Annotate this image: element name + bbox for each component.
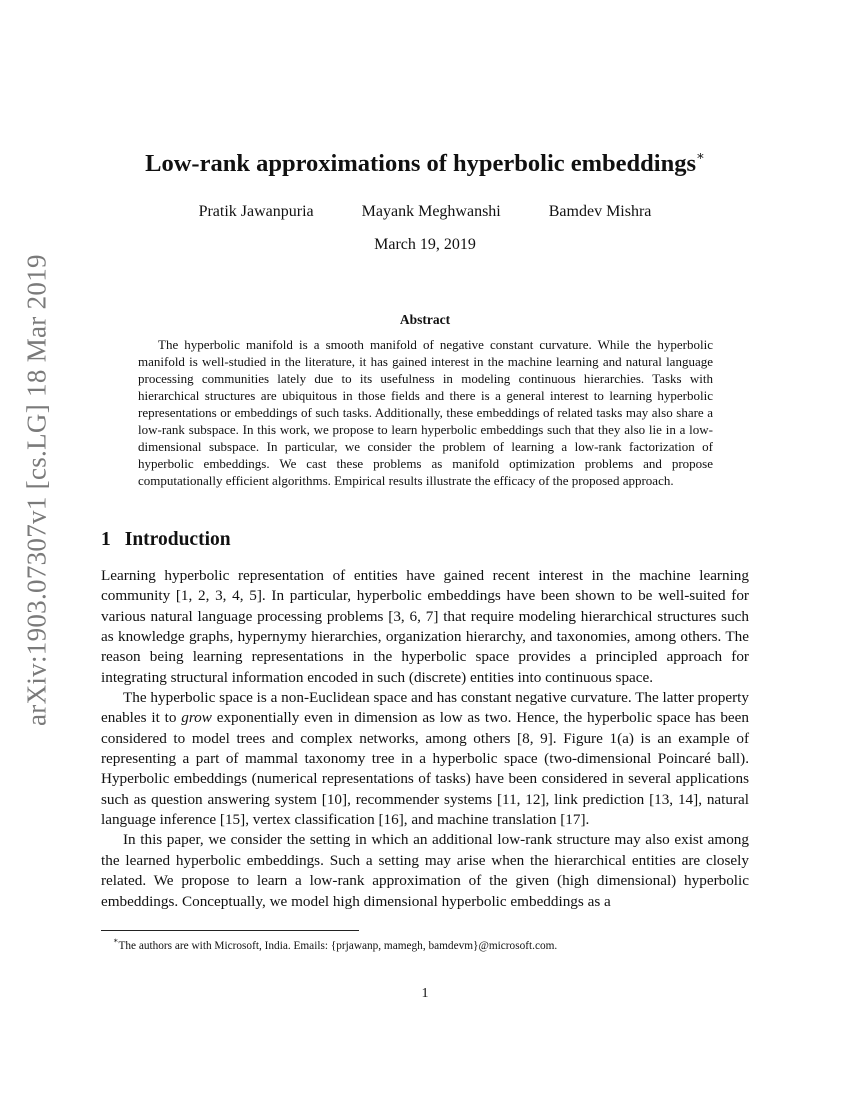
author-1: Pratik Jawanpuria — [198, 203, 314, 220]
author-list — [0, 203, 850, 221]
author-2: Mayank Meghwanshi — [361, 203, 501, 220]
paper-title — [0, 150, 850, 178]
paragraph-2-part-2: exponentially even in dimension as low as two. Hence, the hyperbolic space has been considered to model trees and complex networks, among others [8, 9]. Figure 1(a) is an example of representing a part of mammal taxonomy tree in a hyperbolic space (two-dimensional Poincaré ball). Hyperbolic embeddings (numerical representations of tasks) have been considered in several applications such as question answering system [10], recommender systems [11, 12], link prediction [13, 14], natural language inference [15], vertex classification [16], and machine translation [17]. — [101, 709, 749, 829]
arxiv-identifier: arXiv:1903.07307v1 [cs.LG] 18 Mar 2019 — [21, 254, 52, 726]
footnote-rule — [101, 930, 359, 931]
paragraph-2-part-1: The hyperbolic space is a non-Euclidean space and has constant negative curvature. The latter property enables it to — [101, 689, 749, 727]
paper-title-text: Low-rank approximations of hyperbolic embeddings — [145, 150, 697, 177]
author-3: Bamdev Mishra — [548, 203, 652, 220]
footnote-mark: ∗ — [113, 936, 119, 945]
page-number: 1 — [421, 986, 429, 1001]
body-text — [101, 566, 749, 912]
section-title: Introduction — [124, 529, 231, 550]
paragraph-2 — [101, 688, 749, 830]
paragraph-3: In this paper, we consider the setting in which an additional low-rank structure may also exist among the learned hyperbolic embeddings. Such a setting may arise when the hierarchical entities are closely related. We propose to learn a low-rank approximation of the given (high dimensional) hyperbolic embeddings. Conceptually, we model high dimensional hyperbolic embeddings as a — [101, 831, 749, 910]
section-heading — [101, 529, 231, 551]
section-number: 1 — [101, 529, 111, 550]
publication-date: March 19, 2019 — [374, 236, 476, 253]
paragraph-2-emphasis: grow — [181, 709, 212, 727]
paragraph-1: Learning hyperbolic representation of entities have gained recent interest in the machine learning community [1, 2, 3, 4, 5]. In particular, hyperbolic embeddings have been shown to be well-suited for various natural language processing problems [3, 6, 7] that require modeling hierarchical structures such as knowledge graphs, hypernymy hierarchies, organization hierarchy, and taxonomies, among others. The reason being learning representations in the hyperbolic space provides a principled approach for integrating structural information encoded in such (discrete) entities into continuous space. — [101, 567, 749, 686]
title-footnote-mark: ∗ — [696, 148, 705, 163]
footnote — [101, 935, 749, 953]
abstract-heading: Abstract — [399, 312, 451, 327]
abstract-text: The hyperbolic manifold is a smooth manifold of negative constant curvature. While the hyperbolic manifold is well-studied in the literature, it has gained interest in the machine learning and natural language processing communities lately due to its usefulness in modeling continuous hierarchies. Tasks with hierarchical structures are ubiquitous in those fields and there is a general interest to learning hyperbolic representations or embeddings of such tasks. Additionally, these embeddings of related tasks may also share a low-rank subspace. In this work, we propose to learn hyperbolic embeddings such that they also lie in a low-dimensional subspace. In particular, we consider the problem of learning a low-rank factorization of hyperbolic embeddings. We cast these problems as manifold optimization problems and propose computationally efficient algorithms. Empirical results illustrate the efficacy of the proposed approach. — [138, 337, 713, 488]
footnote-text: The authors are with Microsoft, India. Emails: {prjawanp, mamegh, bamdevm}@microsoft.com. — [118, 939, 558, 952]
